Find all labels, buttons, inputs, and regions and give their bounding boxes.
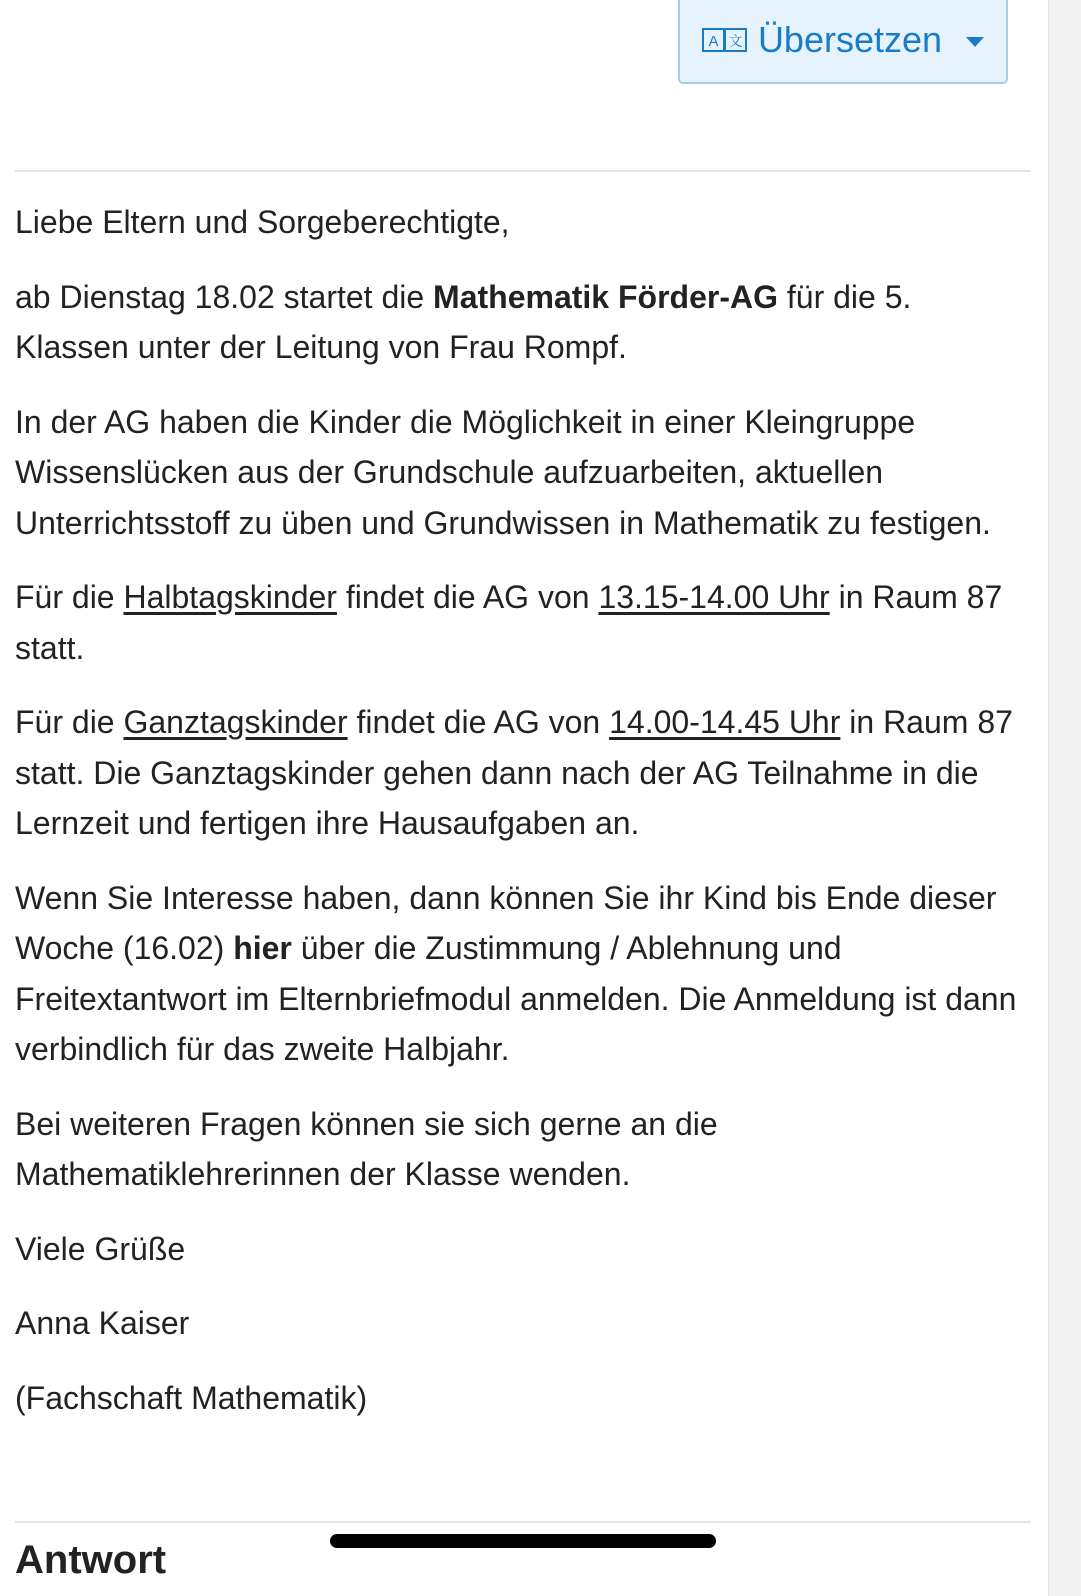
svg-text:A: A — [708, 33, 719, 50]
text: ab Dienstag 18.02 startet die — [15, 278, 434, 315]
home-indicator[interactable] — [330, 1534, 716, 1548]
halftime-time: 13.15-14.00 Uhr — [598, 579, 830, 615]
closing: Viele Grüße — [15, 1230, 186, 1267]
paragraph-questions: Bei weiteren Fragen können sie sich gerne an die Mathematiklehrerinnen der Klasse wenden. — [15, 1105, 718, 1192]
translate-label: Übersetzen — [757, 19, 943, 60]
halftime-group: Halbtagskinder — [123, 579, 337, 615]
text: Für die — [15, 704, 124, 740]
paragraph-halftime — [15, 572, 1031, 673]
ag-name: Mathematik Förder-AG — [433, 278, 778, 315]
caret-down-icon — [966, 37, 984, 47]
text: in Raum 87 statt. Die Ganztagskinder gehen dann nach der AG Teilnahme in die Lernzeit und fertigen ihre Hausaufgaben an. — [15, 704, 1013, 841]
translate-button[interactable] — [678, 0, 1008, 84]
divider — [15, 1521, 1031, 1523]
translate-icon — [702, 28, 748, 52]
letter-body — [15, 197, 1031, 1447]
scrollbar-track[interactable] — [1048, 0, 1081, 1596]
text: für die 5. Klassen unter der Leitung von Frau Rompf. — [15, 278, 912, 365]
text: über die Zustimmung / Ablehnung und Freitextantwort im Elternbriefmodul anmelden. Die Anmeldung ist dann verbindlich für das zweite Halbjahr. — [15, 930, 1017, 1067]
paragraph-start-date — [15, 272, 1031, 373]
text: Für die — [15, 579, 124, 615]
signature: Anna Kaiser — [15, 1305, 190, 1341]
text: findet die AG von — [336, 579, 599, 615]
hier-link[interactable]: hier — [233, 930, 292, 966]
answer-heading: Antwort — [15, 1538, 167, 1582]
greeting: Liebe Eltern und Sorgeberechtigte, — [15, 204, 510, 240]
fulltime-time: 14.00-14.45 Uhr — [609, 704, 841, 740]
fulltime-group: Ganztagskinder — [123, 704, 348, 740]
text: findet die AG von — [347, 704, 610, 740]
paragraph-registration — [15, 873, 1031, 1075]
department: (Fachschaft Mathematik) — [15, 1379, 368, 1416]
text: Wenn Sie Interesse haben, dann können Sie ihr Kind bis Ende dieser Woche (16.02) — [15, 879, 997, 966]
svg-text:文: 文 — [728, 34, 743, 50]
paragraph-fulltime — [15, 697, 1031, 849]
text: in Raum 87 statt. — [15, 579, 1003, 666]
paragraph-description: In der AG haben die Kinder die Möglichkeit in einer Kleingruppe Wissenslücken aus der Grundschule aufzuarbeiten, aktuellen Unterrichtsstoff zu üben und Grundwissen in Mathematik zu festigen. — [15, 403, 991, 541]
divider — [15, 170, 1031, 172]
